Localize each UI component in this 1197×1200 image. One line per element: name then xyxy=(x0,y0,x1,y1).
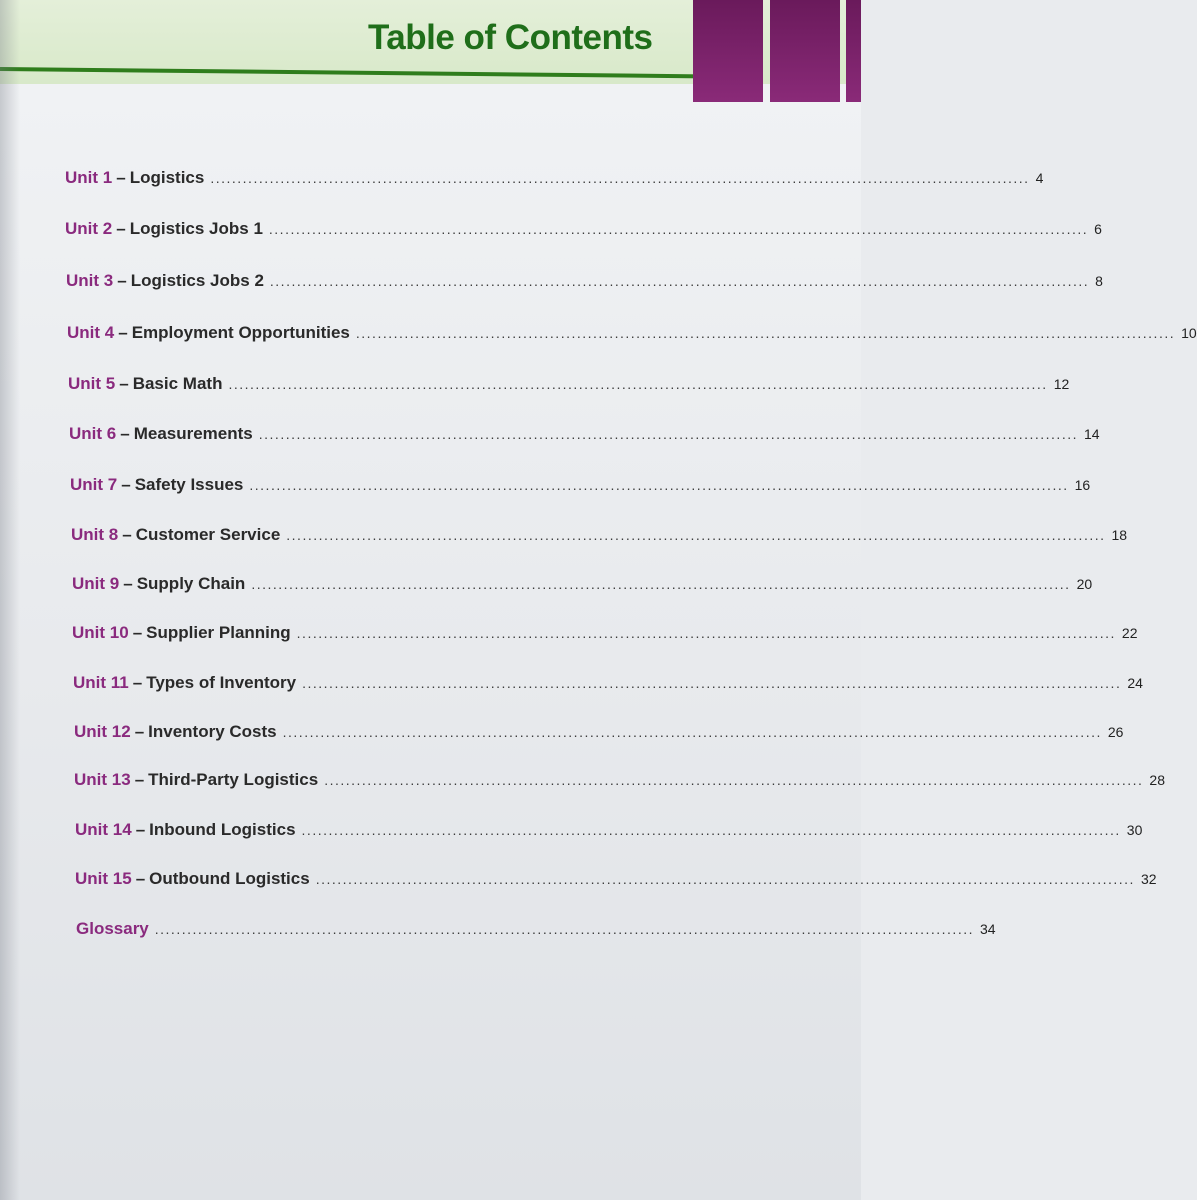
toc-entry[interactable] xyxy=(75,820,1143,840)
unit-number: Unit 3 xyxy=(66,271,114,290)
leader-dots: ........................................................................................................................................................ xyxy=(324,772,1144,788)
unit-title: Safety Issues xyxy=(134,475,244,494)
separator-dash: – xyxy=(135,869,146,888)
unit-number: Unit 7 xyxy=(70,475,118,494)
separator-dash: – xyxy=(121,475,131,494)
page-title: Table of Contents xyxy=(368,18,653,57)
page-number: 10 xyxy=(1181,325,1197,341)
page-number: 28 xyxy=(1149,772,1165,788)
unit-title: Supply Chain xyxy=(136,574,246,593)
page-number: 12 xyxy=(1053,376,1070,392)
separator-dash: – xyxy=(116,168,126,187)
unit-title: Employment Opportunities xyxy=(131,323,350,342)
toc-entry[interactable] xyxy=(72,623,1138,643)
page-number: 24 xyxy=(1127,675,1143,691)
toc-entry[interactable] xyxy=(75,869,1157,889)
toc-entry[interactable] xyxy=(74,770,1165,790)
toc-entry-glossary[interactable] xyxy=(76,919,996,939)
unit-number: Unit 5 xyxy=(68,374,116,393)
unit-number: Unit 11 xyxy=(73,673,129,692)
separator-dash: – xyxy=(132,623,143,642)
unit-number: Unit 12 xyxy=(74,722,131,741)
unit-number: Unit 1 xyxy=(65,168,113,187)
unit-title: Customer Service xyxy=(135,525,281,544)
page-number: 18 xyxy=(1111,527,1128,543)
separator-dash: – xyxy=(116,219,126,238)
unit-title: Inbound Logistics xyxy=(149,820,296,839)
page-number: 4 xyxy=(1035,170,1044,186)
page-number: 26 xyxy=(1107,724,1124,740)
toc-entry[interactable] xyxy=(65,219,1102,239)
separator-dash: – xyxy=(119,374,129,393)
separator-dash: – xyxy=(118,323,128,342)
toc-entry[interactable] xyxy=(70,475,1091,495)
leader-dots: ........................................................................................................................................................ xyxy=(301,822,1121,838)
unit-title: Logistics Jobs 1 xyxy=(129,219,263,238)
page-number: 22 xyxy=(1121,625,1138,641)
unit-number: Unit 14 xyxy=(75,820,132,839)
separator-dash: – xyxy=(135,820,146,839)
unit-title: Logistics Jobs 2 xyxy=(130,271,264,290)
unit-title: Outbound Logistics xyxy=(149,869,310,888)
separator-dash: – xyxy=(122,525,132,544)
unit-number: Unit 13 xyxy=(74,770,131,789)
leader-dots: ........................................................................................................................................................ xyxy=(154,921,974,937)
unit-title: Basic Math xyxy=(132,374,223,393)
unit-title: Measurements xyxy=(133,424,253,443)
toc-entry[interactable] xyxy=(73,673,1143,693)
toc-entry[interactable] xyxy=(69,424,1100,444)
page-number: 20 xyxy=(1076,576,1093,592)
separator-dash: – xyxy=(120,424,130,443)
separator-dash: – xyxy=(132,673,143,692)
toc-entry[interactable] xyxy=(68,374,1070,394)
toc-entry[interactable] xyxy=(67,323,1197,343)
unit-number: Unit 6 xyxy=(69,424,117,443)
unit-title: Third-Party Logistics xyxy=(148,770,319,789)
unit-number: Unit 8 xyxy=(71,525,119,544)
page-number: 32 xyxy=(1140,871,1157,887)
toc-entry[interactable] xyxy=(74,722,1124,742)
glossary-title: Glossary xyxy=(76,919,149,938)
page-number: 34 xyxy=(980,921,996,937)
leader-dots: ........................................................................................................................................................ xyxy=(282,724,1102,740)
leader-dots: ........................................................................................................................................................ xyxy=(302,675,1122,691)
leader-dots: ........................................................................................................................................................ xyxy=(286,527,1106,543)
leader-dots: ........................................................................................................................................................ xyxy=(258,426,1078,442)
leader-dots: ........................................................................................................................................................ xyxy=(269,273,1090,289)
leader-dots: ........................................................................................................................................................ xyxy=(249,477,1069,493)
unit-number: Unit 15 xyxy=(75,869,132,888)
toc-entry[interactable] xyxy=(72,574,1093,594)
unit-number: Unit 2 xyxy=(65,219,113,238)
unit-title: Supplier Planning xyxy=(146,623,291,642)
unit-title: Inventory Costs xyxy=(148,722,277,741)
unit-number: Unit 10 xyxy=(72,623,129,642)
unit-number: Unit 9 xyxy=(72,574,120,593)
page-number: 8 xyxy=(1095,273,1103,289)
unit-number: Unit 4 xyxy=(67,323,115,342)
leader-dots: ........................................................................................................................................................ xyxy=(251,576,1071,592)
separator-dash: – xyxy=(123,574,133,593)
leader-dots: ........................................................................................................................................................ xyxy=(315,871,1135,887)
unit-title: Logistics xyxy=(129,168,205,187)
toc-entry[interactable] xyxy=(65,168,1044,188)
page-number: 14 xyxy=(1084,426,1100,442)
page-number: 30 xyxy=(1126,822,1143,838)
leader-dots: ........................................................................................................................................................ xyxy=(268,221,1089,237)
leader-dots: ........................................................................................................................................................ xyxy=(355,325,1176,341)
page-number: 6 xyxy=(1094,221,1102,237)
leader-dots: ........................................................................................................................................................ xyxy=(296,625,1116,641)
leader-dots: ........................................................................................................................................................ xyxy=(228,376,1048,392)
unit-title: Types of Inventory xyxy=(146,673,297,692)
page-number: 16 xyxy=(1074,477,1091,493)
separator-dash: – xyxy=(117,271,127,290)
separator-dash: – xyxy=(134,770,145,789)
toc-entry[interactable] xyxy=(71,525,1128,545)
toc-entry[interactable] xyxy=(66,271,1103,291)
leader-dots: ........................................................................................................................................................ xyxy=(210,170,1030,186)
separator-dash: – xyxy=(134,722,145,741)
